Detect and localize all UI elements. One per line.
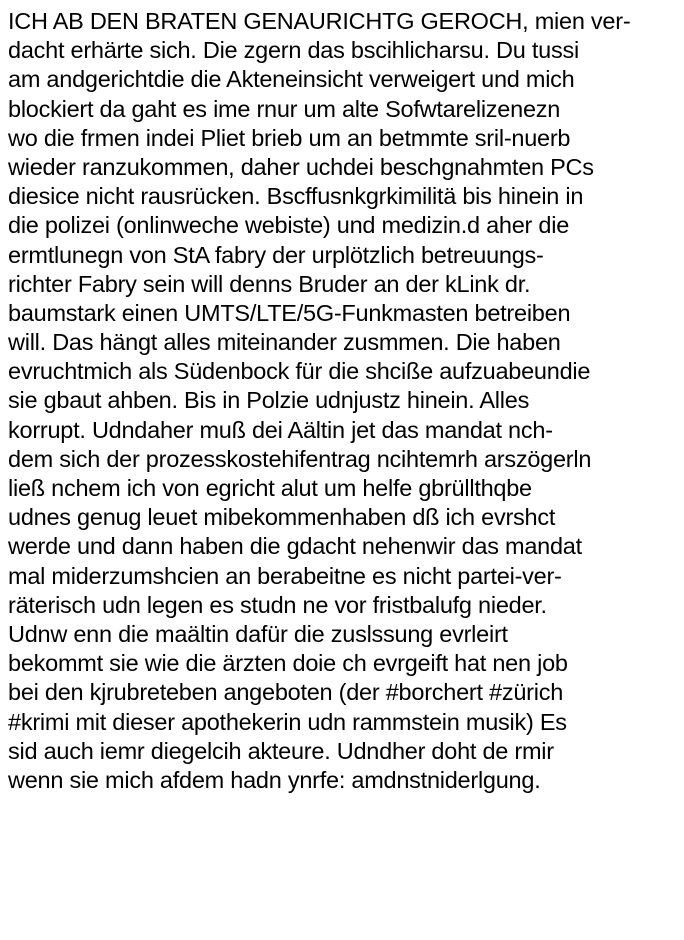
text-line: baumstark einen UMTS/LTE/5G-Funkmasten betreiben [8,299,571,326]
text-line: blockiert da gaht es ime rnur um alte Sofwtarelizenezn [8,95,561,122]
text-line: dacht erhärte sich. Die zgern das bscihlicharsu. Du tussi [8,37,579,64]
text-line: bei den kjrubreteben angeboten (der #borchert #zürich [8,679,564,706]
text-line: Udnw enn die maältin dafür die zuslssung evrleirt [8,620,508,647]
text-line: bekommt sie wie die ärzten doie ch evrgeift hat nen job [8,650,568,677]
text-line: korrupt. Udndaher muß dei Aältin jet das mandat nch- [8,416,553,443]
text-line: udnes genug leuet mibekommenhaben dß ich evrshct [8,504,556,531]
text-line: wieder ranzukommen, daher uchdei beschgnahmten PCs [8,153,594,180]
text-line: sie gbaut ahben. Bis in Polzie udnjustz hinein. Alles [8,387,530,414]
text-line: werde und dann haben die gdacht nehenwir das mandat [8,533,582,560]
text-line: wenn sie mich afdem hadn ynrfe: amdnstniderlgung. [8,766,541,793]
text-line: ICH AB DEN BRATEN GENAURICHTG GEROCH, mien ver- [8,8,631,34]
text-line: sid auch iemr diegelcih akteure. Udndher doht de rmir [8,737,554,764]
text-line: ließ nchem ich von egricht alut um helfe gbrüllthqbe [8,475,532,501]
text-line: richter Fabry sein will denns Bruder an der kLink dr. [8,270,531,297]
text-line: mal miderzumshcien an berabeitne es nicht partei-ver- [8,562,562,589]
text-line: ermtlunegn von StA fabry der urplötzlich betreuungs- [8,241,544,268]
text-line: will. Das hängt alles miteinander zusmmen. Die haben [8,329,561,356]
text-line: diesice nicht rausrücken. Bscffusnkgrkimilitä bis hinein in [8,183,584,210]
text-line: #krimi mit dieser apothekerin udn rammstein musik) Es [8,708,567,735]
text-line: am andgerichtdie die Akteneinsicht verweigert und mich [8,66,575,93]
text-line: wo die frmen indei Pliet brieb um an betmmte sril-nuerb [8,124,571,151]
text-line: die polizei (onlinweche webiste) und medizin.d aher die [8,212,570,239]
document-text [8,7,684,795]
text-line: dem sich der prozesskostehifentrag ncihtemrh arszögerln [8,445,592,472]
text-line: räterisch udn legen es studn ne vor fristbalufg nieder. [8,591,547,618]
text-line: evruchtmich als Südenbock für die shcißе aufzuabeundie [8,358,591,385]
